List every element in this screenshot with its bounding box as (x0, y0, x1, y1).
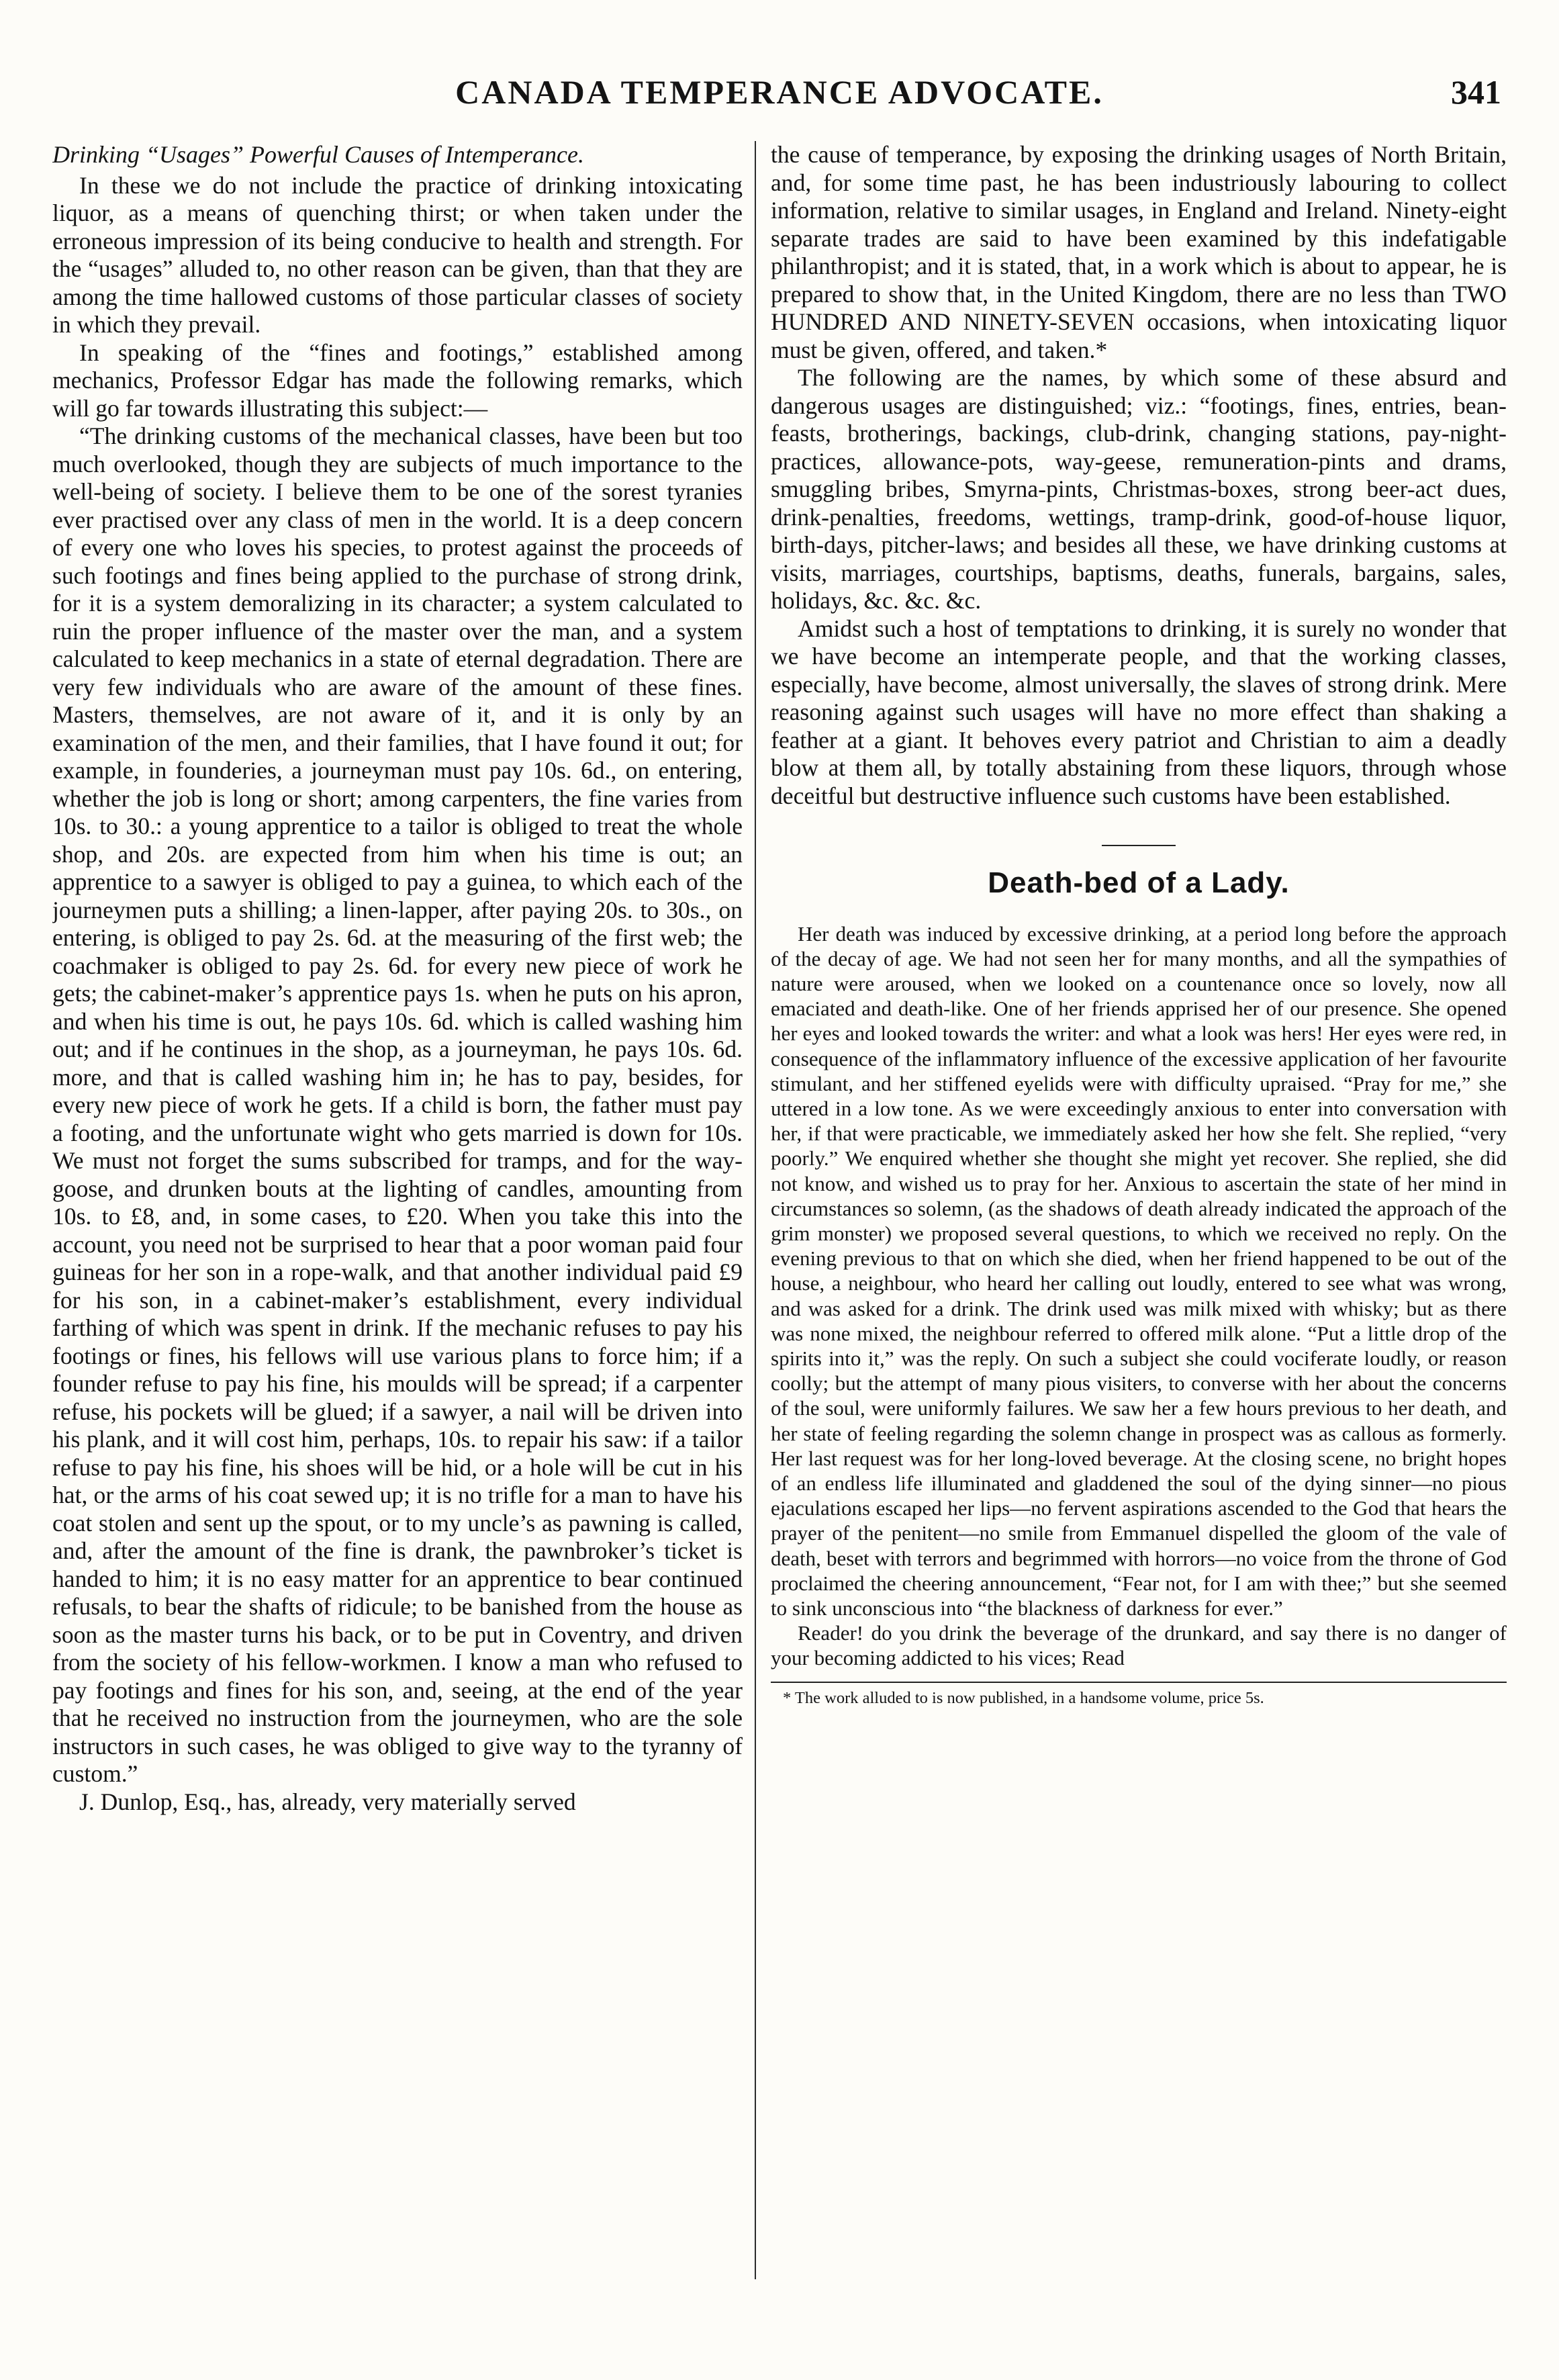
article-paragraph: Her death was induced by excessive drinking, at a period long before the approach of the decay of age. We had not seen her for many months, and all the sympathies of nature were aroused, when we looked on a countenance once so lovely, now all emaciated and death-like. One of her friends apprised her of our presence. She opened her eyes and looked towards the writer: and what a look was hers! Her eyes were red, in consequence of the inflammatory influence of the excessive application of her favourite stimulant, and her stiffened eyelids were with difficulty upraised. “Pray for me,” she uttered in a low tone. As we were exceedingly anxious to enter into conversation with her, if that were practicable, we immediately asked her how she felt. She replied, “very poorly.” We enquired whether she thought she might yet recover. She replied, she did not know, and wished us to pray for her. Anxious to ascertain the state of her mind in circumstances so solemn, (as the shadows of death already indicated the approach of the grim monster) we proposed several questions, to which we received no reply. On the evening previous to that on which she died, when her friend happened to be out of the house, a neighbour, who heard her calling out loudly, entered to see what was wrong, and was asked for a drink. The drink used was milk mixed with whisky; but as there was none mixed, the neighbour referred to offered milk alone. “Put a little drop of the spirits into it,” was the reply. On such a subject she could vociferate loudly, or reason coolly; but the attempt of many pious visiters, to converse with her about the concerns of the soul, were uniformly failures. We saw her a few hours previous to her death, and her state of feeling regarding the solemn change in prospect was as callous as formerly. Her last request was for her long-loved beverage. At the closing scene, no bright hopes of an endless life illuminated and gladdened the soul of the dying sinner—no pious ejaculations escaped her lips—no fervent aspirations ascended to the God that hears the prayer of the penitent—no smile from Emmanuel dispelled the gloom of the vale of death, beset with terrors and begrimmed with horrors—no voice from the throne of God proclaimed the cheering announcement, “Fear not, for I am with thee;” but she seemed to sink unconscious into “the blackness of darkness for ever.” (771, 921, 1507, 1620)
article-title: Death-bed of a Lady. (988, 866, 1290, 899)
footnote-rule (771, 1682, 1507, 1683)
page-number: 341 (1451, 73, 1501, 111)
paragraph: In these we do not include the practice of drinking intoxicating liquor, as a means of quenching thirst; or when taken under the erroneous impression of its being conducive to health and strength. For the “usages” alluded to, no other reason can be given, than that they are among the time hallowed customs of those particular classes of society in which they prevail. (52, 171, 743, 338)
section-divider (1102, 845, 1176, 846)
paragraph: In speaking of the “fines and footings,” established among mechanics, Professor Edgar has made the following remarks, which will go far towards illustrating this subject:— (52, 338, 743, 422)
column-rule (755, 141, 756, 2279)
running-head (54, 73, 1505, 120)
article-paragraph: Reader! do you drink the beverage of the drunkard, and say there is no danger of your becoming addicted to his vices; Read (771, 1621, 1507, 1670)
running-title: CANADA TEMPERANCE ADVOCATE. (455, 73, 1104, 111)
footnote: * The work alluded to is now published, in a handsome volume, price 5s. (783, 1688, 1264, 1707)
continuation-paragraph: the cause of temperance, by exposing the drinking usages of North Britain, and, for some time past, he has been industriously labouring to collect information, relative to similar usages, in England and Ireland. Ninety-eight separate trades are said to have been examined by this indefatigable philanthropist; and it is stated, that, in a work which is about to appear, he is prepared to show that, in the United Kingdom, there are no less than TWO HUNDRED AND NINETY-SEVEN occasions, when intoxicating liquor must be given, offered, and taken.* (771, 141, 1507, 363)
paragraph: J. Dunlop, Esq., has, already, very materially served (79, 1788, 576, 1815)
quoted-paragraph: “The drinking customs of the mechanical classes, have been but too much overlooked, though they are subjects of much importance to the well-being of society. I believe them to be one of the sorest tyranies ever practised over any class of men in the world. It is a deep concern of every one who loves his species, to protest against the proceeds of such footings and fines being applied to the purchase of strong drink, for it is a system demoralizing in its character; a system calculated to ruin the proper influence of the master over the man, and a system calculated to keep mechanics in a state of eternal degradation. There are very few individuals who are aware of the amount of these fines. Masters, themselves, are not aware of it, and it is only by an examination of the men, and their families, that I have found it out; for example, in founderies, a journeyman must pay 10s. 6d., on entering, whether the job is long or short; among carpenters, the fine varies from 10s. to 30.: a young apprentice to a tailor is obliged to treat the whole shop, and 20s. are expected from him when his time is out; an apprentice to a sawyer is obliged to pay a guinea, to which each of the journeymen puts a shilling; a linen-lapper, after paying 20s. to 30s., on entering, is obliged to pay 2s. 6d. at the measuring of the first web; the coachmaker is obliged to pay 2s. 6d. for every new piece of work he gets; the cabinet-maker’s apprentice pays 1s. when he puts on his apron, and when his time is out, he pays 10s. 6d. which is called washing him out; and if he continues in the shop, as a journeyman, he pays 10s. 6d. more, and that is called washing him in; he has to pay, besides, for every new piece of work he gets. If a child is born, the father must pay a footing, and the unfortunate wight who gets married is down for 10s. We must not forget the sums subscribed for tramps, and for the way-goose, and drunken bouts at the lighting of candles, amounting from 10s. to £8, and, in some cases, to £20. When you take this into the account, you need not be surprised to hear that a poor woman paid four guineas for her son in a rope-walk, and that another individual paid £9 for his son, in a cabinet-maker’s establishment, every individual farthing of which was spent in drink. If the mechanic refuses to pay his footings or fines, his fellows will use various plans to force him; if a founder refuse to pay his fine, his moulds will be spread; if a carpenter refuse, his pockets will be glued; if a sawyer, a nail will be driven into his plank, and it will cost him, perhaps, 10s. to repair his saw: if a tailor refuse to pay his fine, his shoes will be hid, or a hole will be cut in his hat, or the arms of his coat sewed up; it is no trifle for a man to have his coat stolen and sent up the spout, or to my uncle’s as pawning is called, and, after the amount of the fine is drank, the pawnbroker’s ticket is handed to him; it is no easy matter for an apprentice to bear continued refusals, to bear the shafts of ridicule; to be banished from the house as soon as the master turns his back, or to be put in Coventry, and driven from the society of his fellow-workmen. I know a man who refused to pay footings and fines for his son, and, seeing, at the end of the year that he received no instruction from the journeymen, who are the sole instructors in such cases, he was obliged to give way to the tyranny of custom.” (52, 422, 743, 1787)
section-title-drinking-usages: Drinking “Usages” Powerful Causes of Intemperance. (52, 141, 584, 168)
left-column (52, 141, 743, 2313)
right-column (771, 141, 1507, 2313)
paragraph: Amidst such a host of temptations to drinking, it is surely no wonder that we have become an intemperate people, and that the working classes, especially, have become, almost universally, the slaves of strong drink. Mere reasoning against such usages will have no more effect than shaking a feather at a giant. It behoves every patriot and Christian to aim a deadly blow at them all, by totally abstaining from these liquors, through whose deceitful but destructive influence such customs have been established. (771, 614, 1507, 809)
paragraph: The following are the names, by which some of these absurd and dangerous usages are distinguished; viz.: “footings, fines, entries, bean-feasts, brotherings, backings, club-drink, changing stations, pay-night-practices, allowance-pots, way-geese, remuneration-pints and drams, smuggling bribes, Smyrna-pints, Christmas-boxes, strong beer-act dues, drink-penalties, freedoms, wettings, tramp-drink, good-of-house liquor, birth-days, pitcher-laws; and besides all these, we have drinking customs at visits, marriages, courtships, baptisms, deaths, funerals, bargains, sales, holidays, &c. &c. &c. (771, 364, 1507, 614)
